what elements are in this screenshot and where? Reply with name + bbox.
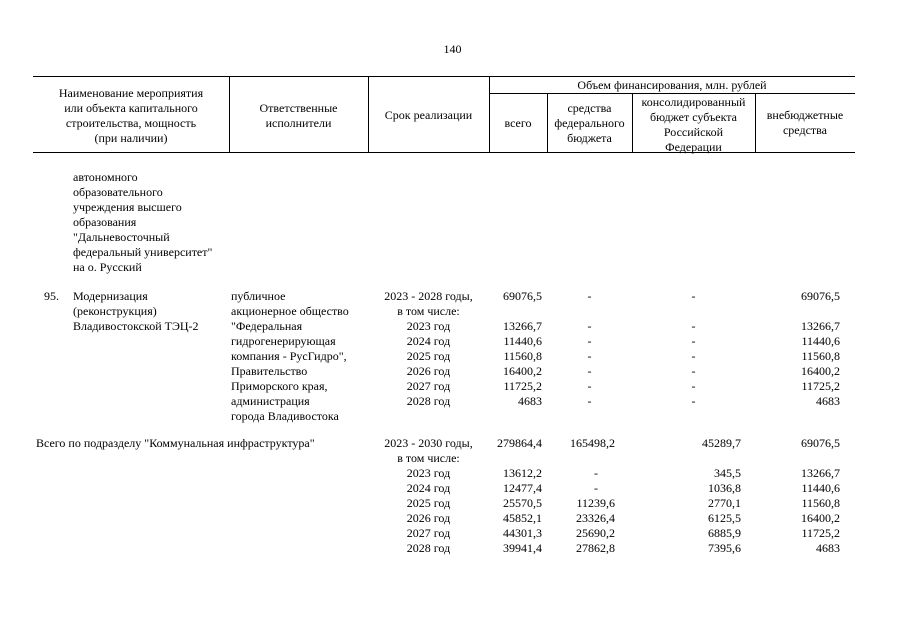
regional-value: -: [691, 349, 696, 363]
subtotal-label: Всего по подразделу "Коммунальная инфраструктура": [36, 436, 315, 450]
continuation-text: автономного образовательного учреждения высшего образования "Дальневосточный федеральный университет" на о. Русский: [73, 170, 213, 274]
regional-value: 6885,9: [708, 526, 741, 540]
header-responsible-column: Ответственные исполнители: [259, 101, 338, 130]
regional-value: -: [691, 394, 696, 408]
total-value: [489, 304, 542, 319]
extrabudget-value: 11560,8: [801, 349, 840, 363]
extrabudget-value: 11725,2: [801, 379, 840, 393]
item-federal-column: [547, 289, 632, 409]
period-line: 2028 год: [406, 541, 451, 555]
regional-value: 345,5: [714, 466, 741, 480]
total-value: 16400,2: [503, 364, 542, 378]
regional-value: 7395,6: [708, 541, 741, 555]
total-value: 11440,6: [503, 334, 542, 348]
federal-value: -: [587, 379, 592, 393]
total-value: [480, 451, 542, 466]
extrabudget-value: 11725,2: [801, 526, 840, 540]
regional-value: [632, 304, 755, 319]
total-value: 45852,1: [503, 511, 542, 525]
extrabudget-value: 16400,2: [801, 511, 840, 525]
regional-value: 1036,8: [708, 481, 741, 495]
regional-value: 45289,7: [702, 436, 741, 450]
federal-value: -: [587, 394, 592, 408]
total-value: 279864,4: [497, 436, 542, 450]
period-line: 2026 год: [406, 364, 451, 378]
total-value: 13612,2: [503, 466, 542, 480]
total-value: 44301,3: [503, 526, 542, 540]
federal-value: 25690,2: [576, 526, 615, 540]
period-line: 2027 год: [406, 379, 451, 393]
period-line: 2023 - 2028 годы,: [384, 289, 473, 303]
total-value: 11560,8: [503, 349, 542, 363]
extrabudget-value: 16400,2: [801, 364, 840, 378]
total-value: 69076,5: [503, 289, 542, 303]
item-total-column: [489, 289, 542, 409]
total-value: 12477,4: [503, 481, 542, 495]
item-responsible: публичное акционерное общество "Федеральная гидрогенерирующая компания - РусГидро", Правительство Приморского края, администрация города Владивостока: [231, 289, 349, 423]
period-line: 2023 - 2030 годы,: [384, 436, 473, 450]
extrabudget-value: [755, 304, 840, 319]
period-line: 2024 год: [406, 481, 451, 495]
page-number: 140: [443, 42, 462, 56]
period-line: 2023 год: [406, 466, 451, 480]
regional-value: -: [691, 319, 696, 333]
total-value: 25570,5: [503, 496, 542, 510]
subtotal-extrabudget-column: [755, 436, 840, 556]
period-line: 2027 год: [406, 526, 451, 540]
regional-value: -: [691, 364, 696, 378]
regional-value: [632, 451, 741, 466]
header-period-column: Срок реализации: [384, 108, 473, 122]
period-line: 2028 год: [406, 394, 451, 408]
federal-value: -: [587, 319, 592, 333]
subtotal-federal-column: [547, 436, 615, 556]
federal-value: [547, 451, 615, 466]
header-regional-column: консолидированный бюджет субъекта Российской Федерации: [641, 95, 746, 154]
federal-value: 23326,4: [576, 511, 615, 525]
period-line: в том числе:: [397, 304, 460, 318]
regional-value: -: [691, 289, 696, 303]
regional-value: 6125,5: [708, 511, 741, 525]
item-number: 95.: [44, 289, 59, 303]
subtotal-period-column: [368, 436, 489, 556]
period-line: 2025 год: [406, 349, 451, 363]
regional-value: 2770,1: [708, 496, 741, 510]
federal-value: 11239,6: [576, 496, 615, 510]
header-extrabudget-column: внебюджетные средства: [766, 108, 844, 137]
period-line: 2026 год: [406, 511, 451, 525]
federal-value: -: [587, 349, 592, 363]
item-extrabudget-column: [755, 289, 840, 409]
item-period-column: [368, 289, 489, 409]
period-line: 2024 год: [406, 334, 451, 348]
extrabudget-value: 4683: [816, 541, 840, 555]
subtotal-regional-column: [632, 436, 741, 556]
table-top-rule: [33, 76, 855, 77]
federal-value: -: [587, 289, 592, 303]
extrabudget-value: 13266,7: [801, 319, 840, 333]
regional-value: -: [691, 334, 696, 348]
federal-value: [547, 304, 632, 319]
federal-value: 165498,2: [570, 436, 615, 450]
extrabudget-value: 69076,5: [801, 289, 840, 303]
federal-value: -: [594, 466, 598, 480]
extrabudget-value: [755, 451, 840, 466]
total-value: 39941,4: [503, 541, 542, 555]
header-federal-column: средства федерального бюджета: [554, 101, 625, 145]
funding-group-rule: [489, 93, 855, 94]
total-value: 11725,2: [503, 379, 542, 393]
subtotal-total-column: [480, 436, 542, 556]
header-funding-group: Объем финансирования, млн. рублей: [577, 78, 767, 92]
period-line: в том числе:: [397, 451, 460, 465]
item-regional-column: [632, 289, 755, 409]
total-value: 4683: [518, 394, 542, 408]
extrabudget-value: 11440,6: [801, 334, 840, 348]
extrabudget-value: 69076,5: [801, 436, 840, 450]
federal-value: -: [587, 364, 592, 378]
header-total-column: всего: [504, 116, 532, 130]
header-name-column: Наименование мероприятия или объекта капитального строительства, мощность (при наличии): [58, 86, 204, 145]
period-line: 2023 год: [406, 319, 451, 333]
federal-value: 27862,8: [576, 541, 615, 555]
item-name: Модернизация (реконструкция) Владивостокской ТЭЦ-2: [73, 289, 199, 333]
total-value: 13266,7: [503, 319, 542, 333]
extrabudget-value: 13266,7: [801, 466, 840, 480]
federal-value: -: [594, 481, 598, 495]
regional-value: -: [691, 379, 696, 393]
extrabudget-value: 4683: [816, 394, 840, 408]
extrabudget-value: 11440,6: [801, 481, 840, 495]
federal-value: -: [587, 334, 592, 348]
period-line: 2025 год: [406, 496, 451, 510]
extrabudget-value: 11560,8: [801, 496, 840, 510]
